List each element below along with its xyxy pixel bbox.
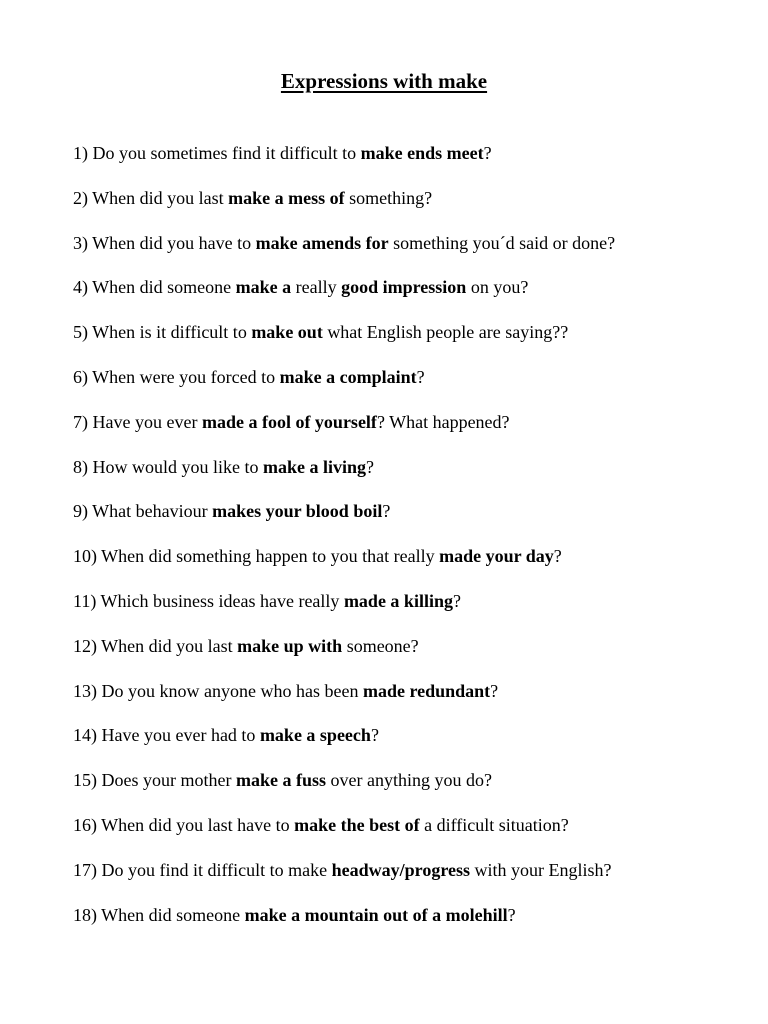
expression-text: make ends meet (360, 143, 484, 163)
page-title: Expressions with make (280, 69, 488, 93)
question-text: 7) Have you ever (73, 411, 202, 432)
question-item (73, 902, 753, 928)
question-text: ? (553, 546, 562, 567)
question-text: what English people are saying?? (322, 322, 569, 343)
question-text: 18) When did someone (73, 904, 245, 925)
expression-text: make a mess of (228, 187, 345, 208)
question-item (73, 498, 753, 524)
question-item (73, 319, 753, 345)
question-text: someone? (342, 635, 419, 656)
question-item (73, 274, 753, 300)
question-text: 2) When did you last (73, 187, 229, 208)
expression-text: make a speech (259, 725, 371, 746)
question-text: on you? (466, 277, 529, 298)
question-item (73, 364, 753, 390)
question-list (73, 140, 753, 946)
question-text: ? (490, 680, 499, 701)
expression-text: make a living (262, 456, 366, 477)
expression-text: make out (251, 322, 323, 343)
question-text: ? (483, 143, 492, 163)
question-item (73, 140, 753, 166)
expression-text: headway/progress (331, 859, 470, 880)
expression-text: make amends for (255, 232, 389, 253)
question-text: 5) When is it difficult to (73, 322, 252, 343)
question-text: 9) What behaviour (73, 501, 213, 522)
expression-text: make a fuss (235, 770, 326, 791)
question-text: a difficult situation? (419, 814, 569, 835)
question-text: ? (507, 904, 516, 925)
question-item (73, 767, 753, 793)
question-text: something you´d said or done? (388, 232, 616, 253)
question-item (73, 857, 753, 883)
question-text: 16) When did you last have to (73, 814, 295, 835)
question-text: ? (416, 366, 425, 387)
question-text: something? (344, 187, 433, 208)
question-text: 11) Which business ideas have really (73, 590, 344, 611)
expression-text: good impression (341, 277, 467, 298)
expression-text: make a complaint (279, 366, 417, 387)
question-item (73, 454, 753, 480)
question-text: 1) Do you sometimes find it difficult to (73, 143, 361, 163)
question-item (73, 185, 753, 211)
question-text: 10) When did something happen to you that really (73, 546, 440, 567)
expression-text: make the best of (294, 814, 420, 835)
question-text: with your English? (470, 859, 612, 880)
expression-text: make a mountain out of a molehill (244, 904, 508, 925)
expression-text: made redundant (362, 680, 491, 701)
expression-text: make up with (237, 635, 343, 656)
question-text: 17) Do you find it difficult to make (73, 859, 332, 880)
question-text: 12) When did you last (73, 635, 238, 656)
question-item (73, 722, 753, 748)
question-item (73, 409, 753, 435)
question-text: 3) When did you have to (73, 232, 256, 253)
question-text: ? (382, 501, 391, 522)
expression-text: made your day (439, 546, 554, 567)
expression-text: make a (235, 277, 292, 298)
question-text: 6) When were you forced to (73, 366, 280, 387)
expression-text: made a killing (343, 590, 453, 611)
question-item (73, 543, 753, 569)
question-item (73, 678, 753, 704)
question-text: 8) How would you like to (73, 456, 263, 477)
question-item (73, 230, 753, 256)
question-text: 15) Does your mother (73, 770, 236, 791)
question-text: ? (452, 590, 461, 611)
question-text: ? What happened? (376, 411, 510, 432)
question-text: over anything you do? (325, 770, 492, 791)
question-text: 14) Have you ever had to (73, 725, 260, 746)
question-text: ? (366, 456, 374, 477)
question-item (73, 588, 753, 614)
question-text: really (291, 277, 342, 298)
question-text: 13) Do you know anyone who has been (73, 680, 363, 701)
question-text: ? (370, 725, 379, 746)
expression-text: made a fool of yourself (201, 411, 377, 432)
question-text: 4) When did someone (73, 277, 236, 298)
question-item (73, 812, 753, 838)
question-item (73, 633, 753, 659)
expression-text: makes your blood boil (212, 501, 383, 522)
